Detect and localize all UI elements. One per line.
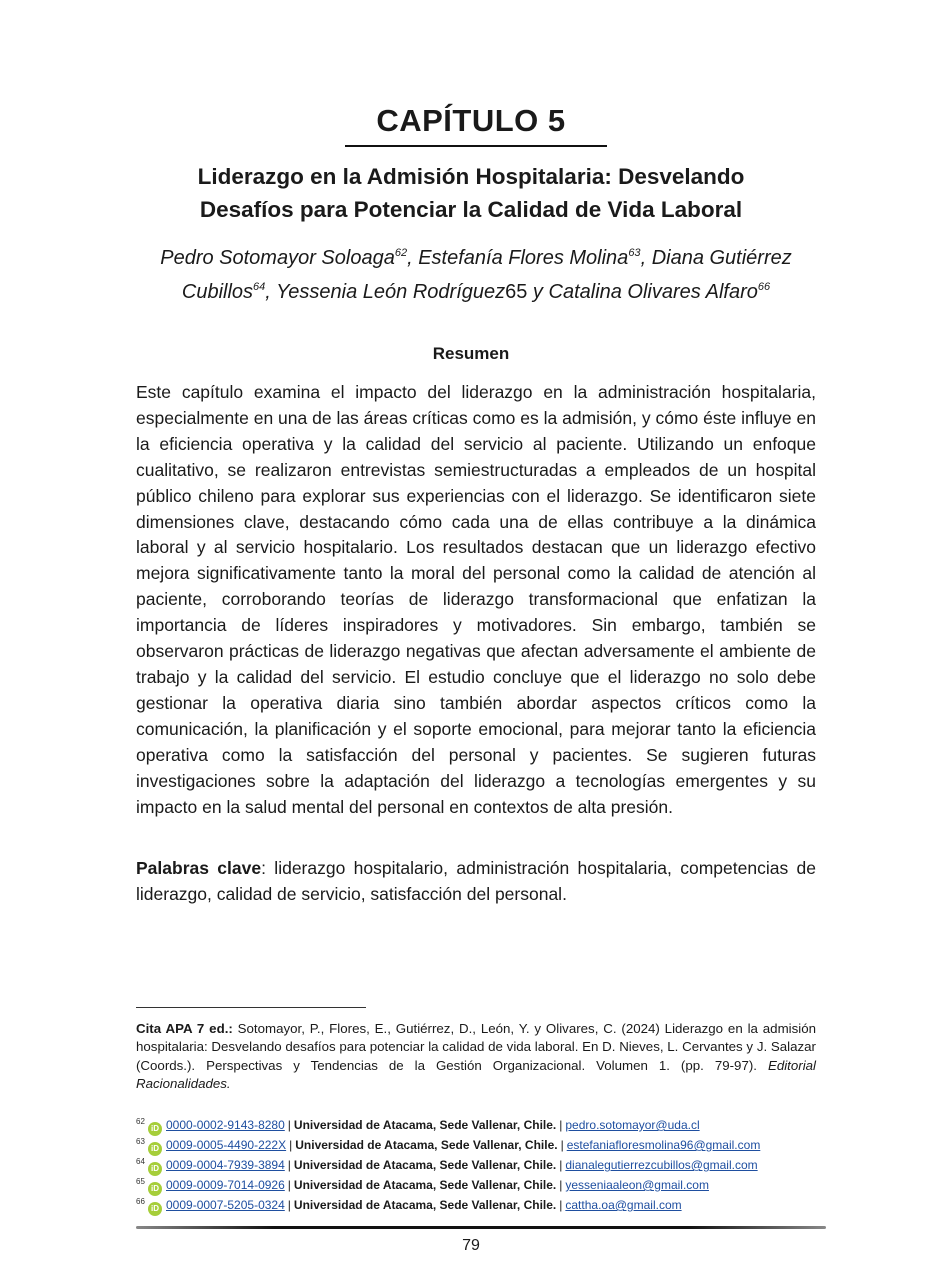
orcid-link[interactable]: 0000-0002-9143-8280 xyxy=(166,1118,285,1132)
affiliation: Universidad de Atacama, Sede Vallenar, Chile. xyxy=(295,1138,558,1152)
author-name: Yessenia León Rodríguez xyxy=(276,281,506,303)
citation-text: Sotomayor, P., Flores, E., Gutiérrez, D., León, Y. y Olivares, C. (2024) Liderazgo en la admisión hospitalaria: Desvelando desafíos para potenciar la calidad de vida laboral. En D. Nieves, L. Cervantes y J. Salazar (Coords.). Perspectivas y Tendencias de la Gestión Organizacional. Volumen 1. (pp. 79-97). xyxy=(136,1021,816,1073)
footnote-number: 63 xyxy=(136,1137,145,1146)
chapter-title-line-2: Desafíos para Potenciar la Calidad de Vida Laboral xyxy=(199,197,743,222)
chapter-title-line-1: Liderazgo en la Admisión Hospitalaria: Desvelando xyxy=(197,164,745,189)
chapter-heading: CAPÍTULO 5 xyxy=(376,103,566,138)
email-link[interactable]: dianalegutierrezcubillos@gmail.com xyxy=(565,1158,758,1172)
keywords xyxy=(136,855,816,907)
author-separator: , xyxy=(265,281,277,303)
author-footnote-ref[interactable]: 64 xyxy=(253,281,266,293)
affiliation: Universidad de Atacama, Sede Vallenar, Chile. xyxy=(293,1178,557,1192)
footnote-divider xyxy=(136,1007,366,1008)
author-separator: y xyxy=(527,281,549,303)
footnote-item: 62iD 0000-0002-9143-8280 | Universidad de Atacama, Sede Vallenar, Chile. | pedro.sotomayor@uda.cl xyxy=(136,1112,826,1132)
citation-publisher: Editorial Racionalidades. xyxy=(136,1057,816,1091)
author-separator: , xyxy=(640,247,652,269)
author-name: Diana Gutiérrez Cubillos xyxy=(181,247,792,303)
citation-label: Cita APA 7 ed.: xyxy=(136,1021,233,1036)
footnote-number: 64 xyxy=(136,1157,145,1166)
author-name: Catalina Olivares Alfaro xyxy=(548,281,758,303)
email-link[interactable]: yesseniaaleon@gmail.com xyxy=(565,1178,709,1192)
footnote-number: 66 xyxy=(136,1197,145,1206)
author-footnote-ref[interactable]: 63 xyxy=(628,247,641,259)
orcid-link[interactable]: 0009-0009-7014-0926 xyxy=(166,1178,285,1192)
orcid-icon[interactable]: iD xyxy=(148,1162,162,1176)
email-link[interactable]: estefaniafloresmolina96@gmail.com xyxy=(566,1138,761,1152)
keywords-text: : liderazgo hospitalario, administración hospitalaria, competencias de liderazgo, calidad de servicio, satisfacción del personal. xyxy=(136,858,817,904)
footnote-item: 65iD 0009-0009-7014-0926 | Universidad de Atacama, Sede Vallenar, Chile. | yesseniaaleon@gmail.com xyxy=(136,1172,826,1192)
abstract-heading: Resumen xyxy=(432,344,510,363)
chapter-underline xyxy=(345,145,607,147)
page-footer-rule xyxy=(136,1226,826,1229)
footnote-item: 63iD 0009-0005-4490-222X | Universidad de Atacama, Sede Vallenar, Chile. | estefaniafloresmolina96@gmail.com xyxy=(136,1132,826,1152)
author-separator: , xyxy=(407,247,419,269)
footnote-item: 66iD 0009-0007-5205-0324 | Universidad de Atacama, Sede Vallenar, Chile. | cattha.oa@gmail.com xyxy=(136,1192,826,1212)
affiliation: Universidad de Atacama, Sede Vallenar, Chile. xyxy=(293,1198,557,1212)
author-footnotes xyxy=(136,1112,826,1212)
email-link[interactable]: cattha.oa@gmail.com xyxy=(565,1198,682,1212)
orcid-link[interactable]: 0009-0005-4490-222X xyxy=(166,1138,287,1152)
apa-citation xyxy=(136,1020,816,1093)
orcid-link[interactable]: 0009-0007-5205-0324 xyxy=(166,1198,285,1212)
email-link[interactable]: pedro.sotomayor@uda.cl xyxy=(565,1118,700,1132)
page-number: 79 xyxy=(462,1237,480,1254)
abstract-text: Este capítulo examina el impacto del liderazgo en la administración hospitalaria, especialmente en una de las áreas críticas como es la admisión, y cómo éste influye en la eficiencia operativa y la calidad del servicio al paciente. Utilizando un enfoque cualitativo, se realizaron entrevistas semiestructuradas a empleados de un hospital público chileno para explorar sus experiencias con el liderazgo. Se identificaron siete dimensiones clave, destacando cómo cada una de ellas contribuye a la dinámica laboral y al servicio hospitalario. Los resultados destacan que un liderazgo efectivo mejora significativamente tanto la moral del personal como la calidad de atención al paciente, corroborando teorías de liderazgo transformacional que enfatizan la importancia de líderes inspiradores y motivadores. Sin embargo, también se observaron prácticas de liderazgo negativas que afectan adversamente el ambiente de trabajo y la calidad del servicio. El estudio concluye que el liderazgo no solo debe gestionar la operativa diaria sino también abordar aspectos críticos como la comunicación, la planificación y el soporte emocional, para mejorar tanto la eficiencia operativa como la satisfacción del personal y pacientes. Se sugieren futuras investigaciones sobre la adaptación del liderazgo a tecnologías emergentes y su impacto en la salud mental del personal en contextos de alta presión. xyxy=(136,382,816,817)
chapter-title xyxy=(120,160,822,226)
author-list xyxy=(150,239,802,307)
author-footnote-ref-inline[interactable]: 65 xyxy=(505,281,528,303)
orcid-link[interactable]: 0009-0004-7939-3894 xyxy=(166,1158,285,1172)
orcid-icon[interactable]: iD xyxy=(148,1142,162,1156)
orcid-icon[interactable]: iD xyxy=(148,1182,162,1196)
footnote-item: 64iD 0009-0004-7939-3894 | Universidad de Atacama, Sede Vallenar, Chile. | dianalegutierrezcubillos@gmail.com xyxy=(136,1152,826,1172)
affiliation: Universidad de Atacama, Sede Vallenar, Chile. xyxy=(293,1118,557,1132)
orcid-icon[interactable]: iD xyxy=(148,1122,162,1136)
footnote-number: 65 xyxy=(136,1177,145,1186)
author-footnote-ref[interactable]: 66 xyxy=(757,281,771,293)
footnote-number: 62 xyxy=(136,1117,145,1126)
author-name: Estefanía Flores Molina xyxy=(418,247,629,269)
keywords-label: Palabras clave xyxy=(136,858,262,878)
author-footnote-ref[interactable]: 62 xyxy=(394,247,408,259)
author-name: Pedro Sotomayor Soloaga xyxy=(160,247,395,269)
affiliation: Universidad de Atacama, Sede Vallenar, Chile. xyxy=(293,1158,557,1172)
orcid-icon[interactable]: iD xyxy=(148,1202,162,1216)
